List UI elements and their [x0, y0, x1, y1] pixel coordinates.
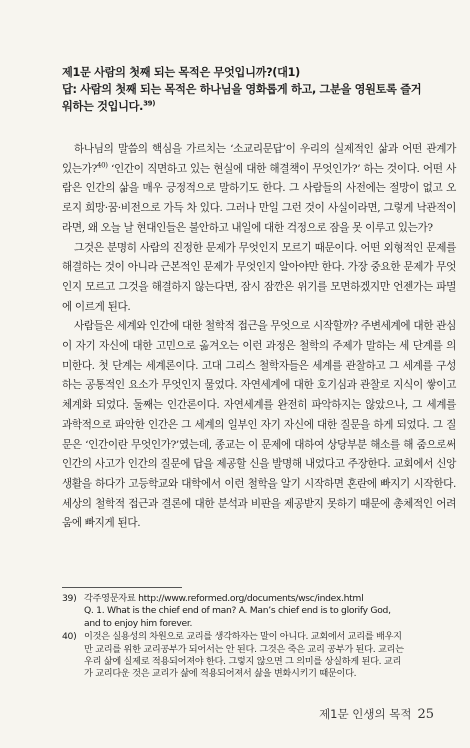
paragraph-2: 그것은 분명히 사람의 진정한 문제가 무엇인지 모르기 때문이다. 어떤 외형적인 문제를 해결하는 것이 아니라 근본적인 문제가 무엇인지 알아야만 한다. 가장 중요한 문제가 무엇인지 모르고 그것을 해결하지 않는다면, 잠시 잠깐은 위기를 모면하겠지만 언젠가는 파멸에 이르게 된다. — [62, 241, 456, 313]
footnote-line: and to enjoy him forever. — [84, 617, 193, 629]
footnote-divider — [62, 587, 182, 588]
footnote-line: 각주영문자료 http://www.reformed.org/documents/wsc/index.html — [84, 593, 364, 604]
catechism-question-answer — [62, 64, 452, 115]
paragraph-3: 사람들은 세계와 인간에 대한 철학적 접근을 무엇으로 시작할까? 주변세계에 대한 관심이 자기 자신에 대한 고민으로 옮겨오는 이런 과정은 철학의 주제가 말하는 세 단계를 의미한다. 첫 단계는 세계론이다. 고대 그리스 철학자들은 세계를 관찰하고 그 세계를 구성하는 공통적인 요소가 무엇인지 물었다. 자연세계에 대한 호기심과 관찰로 지식이 쌓이고 체계화 되었다. 둘째는 인간론이다. 자연세계를 완전히 파악하지는 않았으나, 그 세계를 과학적으로 파악한 인간은 그 세계의 일부인 자기 자신에 대한 질문을 하게 되었다. 그 질문은 ‘인간이란 무엇인가?’였는데, 종교는 이 문제에 대하여 상당부분 해소를 해 줌으로써 인간의 사고가 인간의 질문에 답을 제공할 신을 발명해 내었다고 주장한다. 교회에서 신앙생활을 하다가 고등학교와 대학에서 이런 철학을 알기 시작하면 혼란에 빠지기 시작한다. 세상의 철학적 접근과 결론에 대한 분석과 비판을 제공받지 못하기 때문에 총체적인 어려움에 빠지게 된다. — [62, 320, 456, 530]
answer-text — [62, 81, 452, 115]
question-text: 제1문 사람의 첫째 되는 목적은 무엇입니까?(대1) — [62, 66, 300, 79]
footnote-40 — [62, 631, 456, 681]
paragraph-1-part-b: ‘인간이 직면하고 있는 현실에 대한 해결책이 무엇인가?’ 하는 것이다. 어떤 사람은 인간의 삶을 매우 긍정적으로 말하기도 한다. 그 사람들의 사전에는 절망이 없고 오로지 희망·꿈·비전으로 가득 차 있다. 그러나 만일 그런 것이 사실이라면, 그렇게 낙관적이라면, 왜 오늘 날 현대인들은 불안하고 내일에 대한 걱정으로 잠을 못 이루고 있는가? — [62, 162, 456, 234]
footnote-line: Q. 1. What is the chief end of man? A. Man’s chief end is to glorify God, — [84, 605, 391, 617]
paragraph-1-part-a: 하나님의 말씀의 핵심을 가르치는 ‘소교리문답’이 우리의 실제적인 삶과 어떤 관계가 있는가? — [62, 143, 456, 175]
footnote-line: 우리 삶에 실제로 적용되어져야 한다. 그렇지 않으면 그 의미를 상실하게 된다. 교리 — [84, 656, 402, 668]
answer-line-1: 답: 사람의 첫째 되는 목적은 하나님을 영화롭게 하고, 그분을 영원토록 즐거 — [62, 83, 422, 96]
paragraph-1 — [62, 140, 456, 239]
footnote-line: 만 교리를 위한 교리공부가 되어서는 안 된다. 그것은 죽은 교리 공부가 된다. 교리는 — [84, 643, 404, 655]
footnote-number: 40) — [62, 631, 77, 643]
footnotes — [62, 593, 456, 682]
footnote-line: 이것은 실용성의 차원으로 교리를 생각하자는 말이 아니다. 교회에서 교리를 배우지 — [84, 631, 402, 643]
footnote-ref-40: 40) — [96, 161, 108, 170]
footnote-number: 39) — [62, 593, 77, 604]
page-footer — [319, 706, 434, 722]
running-chapter-title: 제1문 인생의 목적 — [319, 707, 412, 721]
footnote-line: 가 교리다운 것은 교리가 삶에 적용되어져서 삶을 변화시키기 때문이다. — [84, 668, 357, 680]
answer-line-2: 워하는 것입니다. — [62, 100, 144, 113]
page-number: 25 — [417, 707, 434, 722]
footnote-39 — [62, 593, 456, 630]
body-text — [62, 140, 456, 534]
answer-footnote-ref: 39) — [143, 99, 156, 108]
